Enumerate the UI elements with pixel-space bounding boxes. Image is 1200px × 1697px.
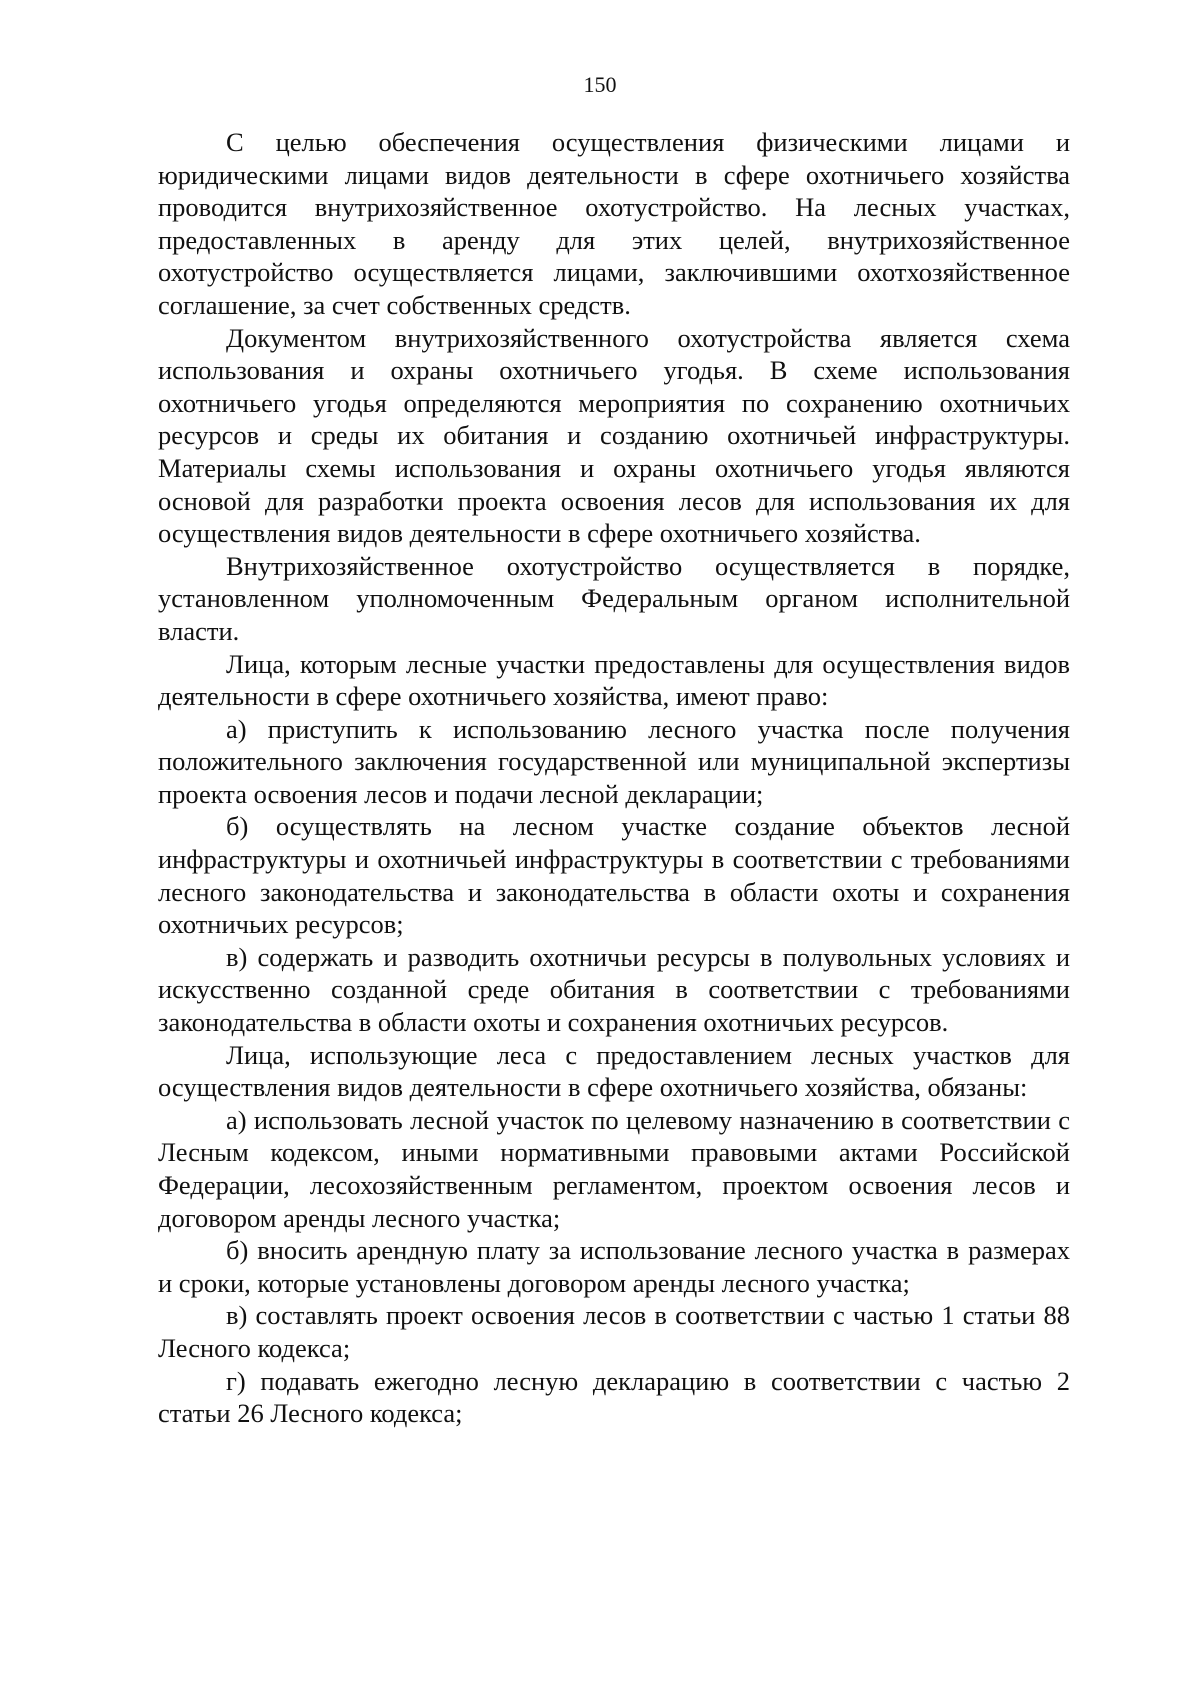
paragraph-right-b: б) осуществлять на лесном участке создание объектов лесной инфраструктуры и охотничьей инфраструктуры в соответствии с требованиями лесного законодательства и законодательства в области охоты и сохранения охотничьих ресурсов; [158,811,1070,940]
paragraph-rights-intro: Лица, которым лесные участки предоставлены для осуществления видов деятельности в сфере охотничьего хозяйства, имеют право: [158,648,1070,712]
paragraph-procedure: Внутрихозяйственное охотустройство осуществляется в порядке, установленном уполномоченным Федеральным органом исполнительной власти. [158,550,1070,646]
paragraph-management-scheme: Документом внутрихозяйственного охотустройства является схема использования и охраны охотничьего угодья. В схеме использования охотничьего угодья определяются мероприятия по сохранению охотничьих ресурсов и среды их обитания и созданию охотничьей инфраструктуры. Материалы схемы использования и охраны охотничьего угодья являются основой для разработки проекта освоения лесов для использования их для осуществления видов деятельности в сфере охотничьего хозяйства. [158,322,1070,549]
paragraph-hunting-management-purpose: С целью обеспечения осуществления физическими лицами и юридическими лицами видов деятельности в сфере охотничьего хозяйства проводится внутрихозяйственное охотустройство. На лесных участках, предоставленных в аренду для этих целей, внутрихозяйственное охотустройство осуществляется лицами, заключившими охотхозяйственное соглашение, за счет собственных средств. [158,127,1070,320]
paragraph-obligation-g: г) подавать ежегодно лесную декларацию в соответствии с частью 2 статьи 26 Лесного кодекса; [158,1365,1070,1429]
paragraph-obligation-b: б) вносить арендную плату за использование лесного участка в размерах и сроки, которые установлены договором аренды лесного участка; [158,1235,1070,1298]
paragraph-right-v: в) содержать и разводить охотничьи ресурсы в полувольных условиях и искусственно созданной среде обитания в соответствии с требованиями законодательства в области охоты и сохранения охотничьих ресурсов. [158,941,1070,1038]
document-body [158,126,1070,1430]
paragraph-obligation-v: в) составлять проект освоения лесов в соответствии с частью 1 статьи 88 Лесного кодекса; [158,1300,1070,1363]
paragraph-obligations-intro: Лица, использующие леса с предоставлением лесных участков для осуществления видов деятельности в сфере охотничьего хозяйства, обязаны: [158,1039,1070,1103]
paragraph-right-a: а) приступить к использованию лесного участка после получения положительного заключения государственной или муниципальной экспертизы проекта освоения лесов и подачи лесной декларации; [158,713,1070,809]
paragraph-obligation-a: а) использовать лесной участок по целевому назначению в соответствии с Лесным кодексом, иными нормативными правовыми актами Российской Федерации, лесохозяйственным регламентом, проектом освоения лесов и договором аренды лесного участка; [158,1104,1070,1233]
page-number: 150 [583,72,617,97]
